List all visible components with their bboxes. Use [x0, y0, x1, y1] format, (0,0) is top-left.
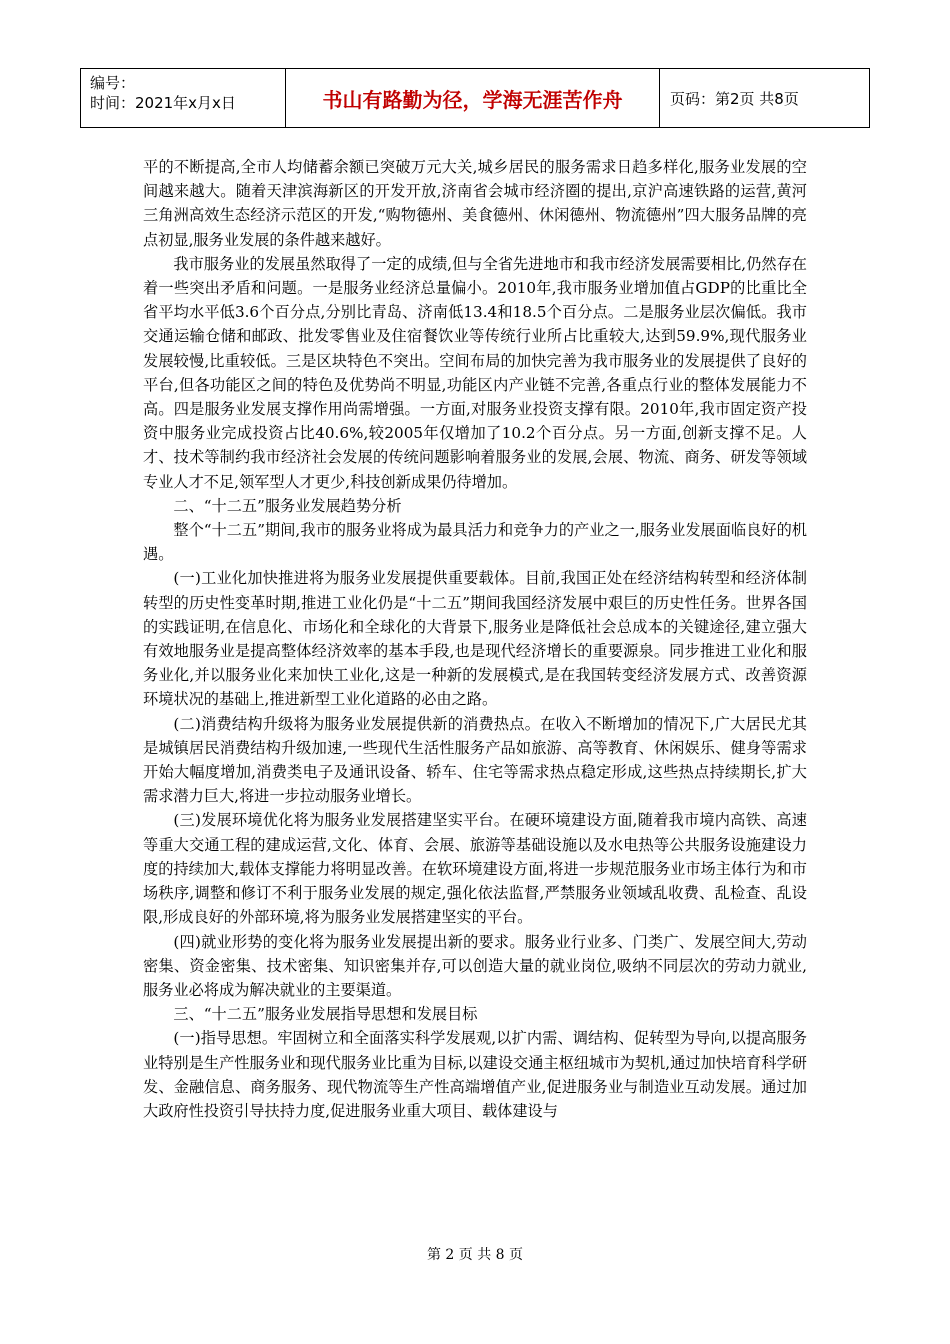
- body-paragraph: (四)就业形势的变化将为服务业发展提出新的要求。服务业行业多、门类广、发展空间大,劳动密集、资金密集、技术密集、知识密集并存,可以创造大量的就业岗位,吸纳不同层次的劳动力就业,服务业必将成为解决就业的主要渠道。: [143, 932, 807, 999]
- body-paragraph: (一)指导思想。牢固树立和全面落实科学发展观,以扩内需、调结构、促转型为导向,以提高服务业特别是生产性服务业和现代服务业比重为目标,以建设交通主枢纽城市为契机,通过加快培育科学研发、金融信息、商务服务、现代物流等生产性高端增值产业,促进服务业与制造业互动发展。通过加大政府性投资引导扶持力度,促进服务业重大项目、载体建设与: [143, 1029, 807, 1120]
- page-footer: 第 2 页 共 8 页: [426, 1247, 524, 1263]
- header-meta: [81, 69, 285, 127]
- document-date: 时间：2021年x月x日: [90, 94, 236, 112]
- page-header: [80, 68, 870, 128]
- body-paragraph: 三、“十二五”服务业发展指导思想和发展目标: [173, 1005, 478, 1024]
- body-paragraph: 二、“十二五”服务业发展趋势分析: [173, 496, 402, 515]
- header-page-info: 页码：第2页 共8页: [670, 89, 799, 108]
- body-paragraph: (二)消费结构升级将为服务业发展提供新的消费热点。在收入不断增加的情况下,广大居民尤其是城镇居民消费结构升级加速,一些现代生活性服务产品如旅游、高等教育、休闲娱乐、健身等需求开始大幅度增加,消费类电子及通讯设备、轿车、住宅等需求热点稳定形成,这些热点持续期长,扩大需求潜力巨大,将进一步拉动服务业增长。: [143, 714, 807, 806]
- body-paragraph: 我市服务业的发展虽然取得了一定的成绩,但与全省先进地市和我市经济发展需要相比,仍然存在着一些突出矛盾和问题。一是服务业经济总量偏小。2010年,我市服务业增加值占GDP的比重比全省平均水平低3.6个百分点,分别比青岛、济南低13.4和18.5个百分点。二是服务业层次偏低。我市交通运输仓储和邮政、批发零售业及住宿餐饮业等传统行业所占比重较大,达到59.9%,现代服务业发展较慢,比重较低。三是区块特色不突出。空间布局的加快完善为我市服务业的发展提供了良好的平台,但各功能区之间的特色及优势尚不明显,功能区内产业链不完善,各重点行业的整体发展能力不高。四是服务业发展支撑作用尚需增强。一方面,对服务业投资支撑有限。2010年,我市固定资产投资中服务业完成投资占比40.6%,较2005年仅增加了10.2个百分点。另一方面,创新支撑不足。人才、技术等制约我市经济社会发展的传统问题影响着服务业的发展,会展、物流、商务、研发等领域专业人才不足,领军型人才更少,科技创新成果仍待增加。: [143, 254, 807, 491]
- header-motto: 书山有路勤为径，学海无涯苦作舟: [285, 69, 660, 127]
- body-paragraph: 平的不断提高,全市人均储蓄余额已突破万元大关,城乡居民的服务需求日趋多样化,服务业发展的空间越来越大。随着天津滨海新区的开发开放,济南省会城市经济圈的提出,京沪高速铁路的运营,黄河三角洲高效生态经济示范区的开发,“购物德州、美食德州、休闲德州、物流德州”四大服务品牌的亮点初显,服务业发展的条件越来越好。: [143, 158, 807, 249]
- body-paragraph: (三)发展环境优化将为服务业发展搭建坚实平台。在硬环境建设方面,随着我市境内高铁、高速等重大交通工程的建成运营,文化、体育、会展、旅游等基础设施以及水电热等公共服务设施建设力度的持续加大,载体支撑能力将明显改善。在软环境建设方面,将进一步规范服务业市场主体行为和市场秩序,调整和修订不利于服务业发展的规定,强化依法监督,严禁服务业领域乱收费、乱检查、乱设限,形成良好的外部环境,将为服务业发展搭建坚实的平台。: [143, 811, 807, 927]
- body-paragraph: (一)工业化加快推进将为服务业发展提供重要载体。目前,我国正处在经济结构转型和经济体制转型的历史性变革时期,推进工业化仍是“十二五”期间我国经济发展中艰巨的历史性任务。世界各国的实践证明,在信息化、市场化和全球化的大背景下,服务业是降低社会总成本的关键途径,建立强大有效地服务业是提高整体经济效率的基本手段,也是现代经济增长的重要源泉。同步推进工业化和服务业化,并以服务业化来加快工业化,这是一种新的发展模式,是在我国转变经济发展方式、改善资源环境状况的基础上,推进新型工业化道路的必由之路。: [143, 569, 807, 709]
- body-paragraph: 整个“十二五”期间,我市的服务业将成为最具活力和竞争力的产业之一,服务业发展面临良好的机遇。: [143, 521, 807, 564]
- document-number-label: 编号：: [90, 74, 136, 92]
- document-body: [143, 155, 807, 1123]
